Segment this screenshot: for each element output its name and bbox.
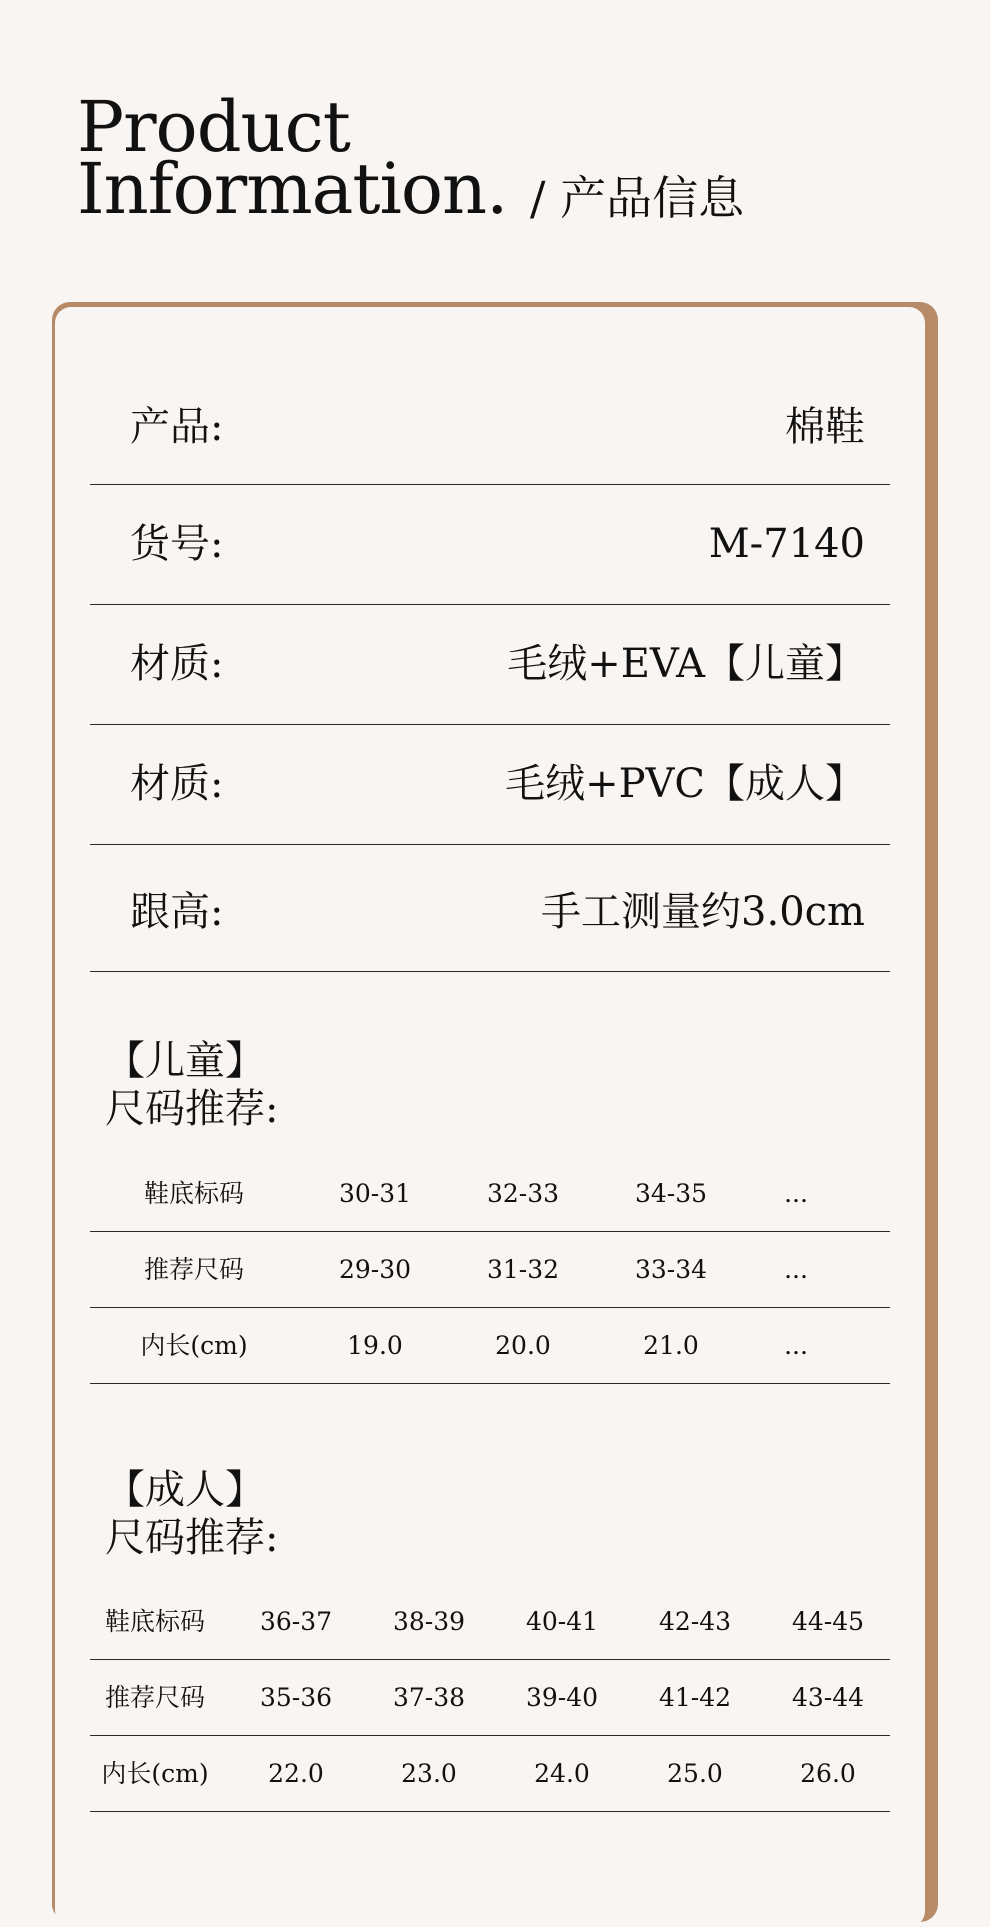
table-cell: 33-34 (634, 1255, 708, 1284)
table-cell: 32-33 (486, 1179, 560, 1208)
table-cell: 20.0 (495, 1331, 551, 1360)
info-label: 产品: (130, 404, 224, 450)
row-header: 推荐尺码 (143, 1255, 244, 1284)
table-cell: 24.0 (534, 1759, 590, 1788)
info-value: 手工测量约3.0cm (541, 889, 865, 935)
info-label: 货号: (130, 521, 224, 567)
info-value: 毛绒+EVA【儿童】 (507, 641, 865, 687)
table-cell: ... (784, 1179, 808, 1208)
info-value: 毛绒+PVC【成人】 (505, 761, 865, 807)
row-header: 推荐尺码 (104, 1683, 205, 1712)
row-header: 鞋底标码 (104, 1607, 205, 1636)
title-line-1: Product (77, 86, 350, 168)
table-cell: 44-45 (791, 1607, 865, 1636)
adults-title-line-1: 【成人】 (105, 1467, 265, 1513)
table-cell: 41-42 (658, 1683, 732, 1712)
table-cell: 25.0 (667, 1759, 723, 1788)
table-cell: 43-44 (791, 1683, 865, 1712)
table-cell: ... (784, 1331, 808, 1360)
kids-row-inner-length (90, 1308, 890, 1384)
row-header: 内长(cm) (101, 1759, 209, 1788)
info-row-item-number (90, 485, 890, 605)
kids-row-recommended-size (90, 1232, 890, 1308)
table-cell: 21.0 (643, 1331, 699, 1360)
adults-title-line-2: 尺码推荐: (105, 1515, 279, 1561)
table-cell: 26.0 (800, 1759, 856, 1788)
table-cell: 34-35 (634, 1179, 708, 1208)
kids-section-title (105, 1037, 278, 1133)
info-label: 材质: (130, 641, 224, 687)
title-line-2: Information. (77, 148, 508, 230)
adults-row-sole-size (90, 1584, 890, 1660)
table-cell: 31-32 (486, 1255, 560, 1284)
table-cell: 35-36 (259, 1683, 333, 1712)
table-cell: 23.0 (401, 1759, 457, 1788)
page-subtitle: / 产品信息 (530, 171, 745, 225)
adults-row-recommended-size (90, 1660, 890, 1736)
info-row-material-adults (90, 725, 890, 845)
page-header (77, 86, 508, 230)
table-cell: 42-43 (658, 1607, 732, 1636)
table-cell: 40-41 (525, 1607, 599, 1636)
adults-row-inner-length (90, 1736, 890, 1812)
kids-title-line-1: 【儿童】 (105, 1038, 265, 1084)
info-row-material-kids (90, 605, 890, 725)
table-cell: 29-30 (338, 1255, 412, 1284)
table-cell: 37-38 (392, 1683, 466, 1712)
table-cell: 22.0 (268, 1759, 324, 1788)
kids-row-sole-size (90, 1156, 890, 1232)
row-header: 鞋底标码 (143, 1179, 244, 1208)
info-value: M-7140 (708, 521, 865, 567)
info-value: 棉鞋 (785, 404, 865, 450)
table-cell: 38-39 (392, 1607, 466, 1636)
row-header: 内长(cm) (140, 1331, 248, 1360)
table-cell: 39-40 (525, 1683, 599, 1712)
table-cell: 19.0 (347, 1331, 403, 1360)
table-cell: 36-37 (259, 1607, 333, 1636)
info-label: 跟高: (130, 889, 224, 935)
table-cell: ... (784, 1255, 808, 1284)
info-label: 材质: (130, 761, 224, 807)
info-row-product (90, 372, 890, 485)
kids-title-line-2: 尺码推荐: (105, 1086, 279, 1132)
info-row-heel-height (90, 845, 890, 972)
adults-section-title (105, 1466, 278, 1562)
table-cell: 30-31 (338, 1179, 412, 1208)
